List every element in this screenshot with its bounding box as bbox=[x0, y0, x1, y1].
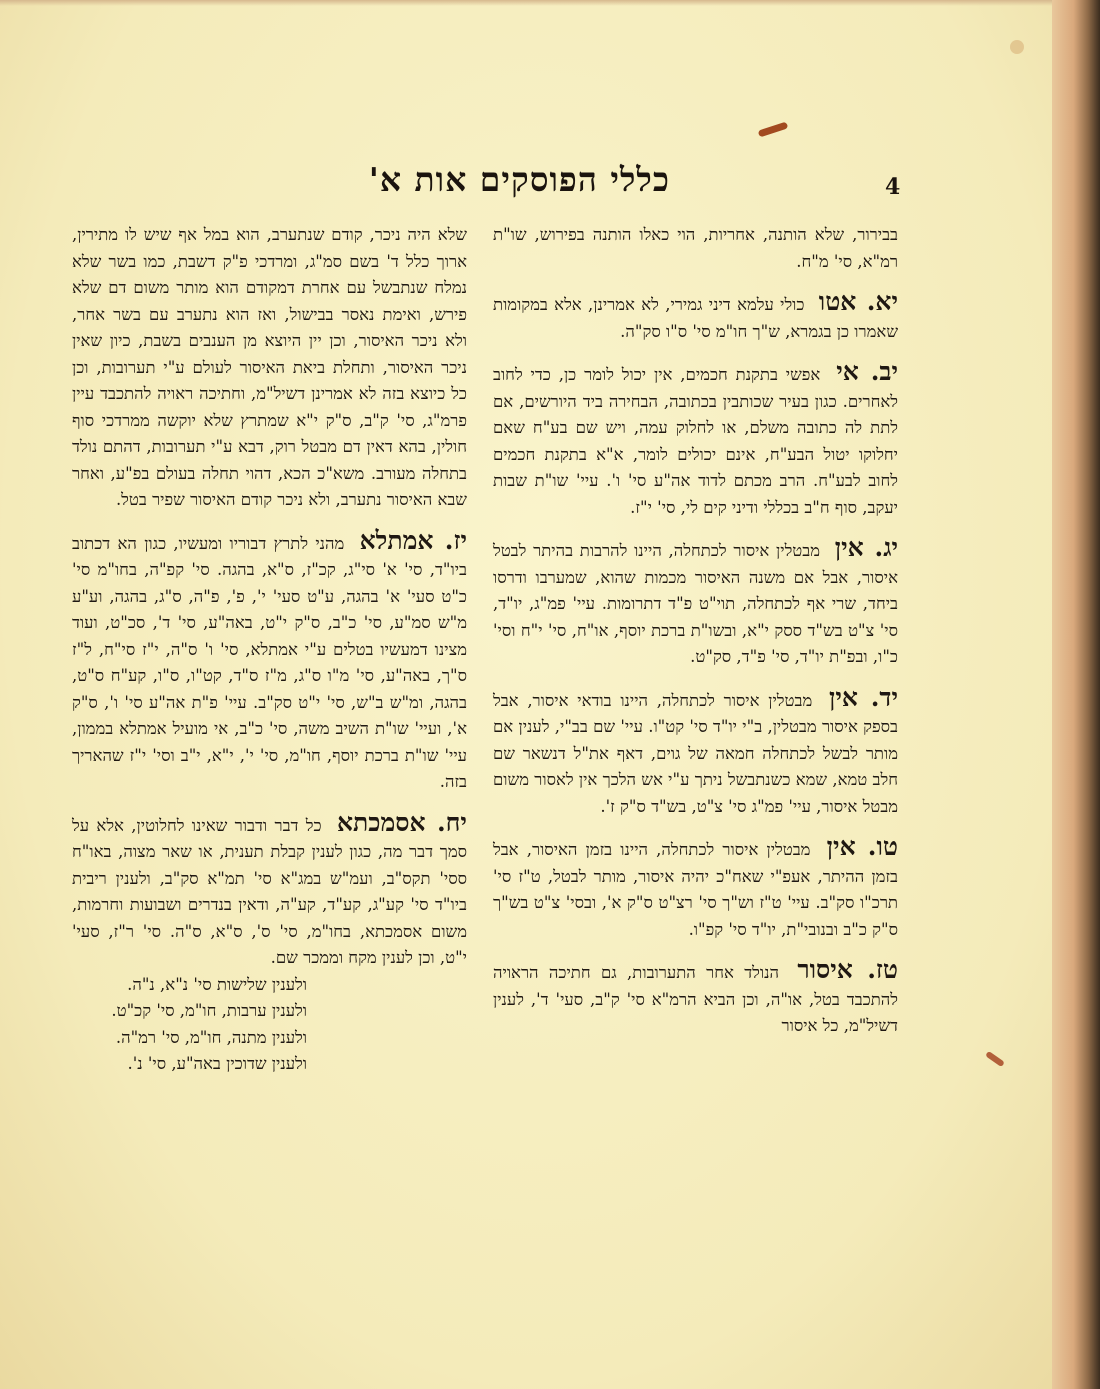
entry-number: יד. bbox=[870, 682, 899, 712]
cross-references bbox=[72, 972, 467, 1078]
entry-text: שלא היה ניכר, קודם שנתערב, הוא במל אף שיש לו מתירין, ארוך כלל ד' בשם סמ"ג, ומרדכי פ"ק דשבת, כמו בשר שלא נמלח שנתבשל עם אחרת דמקודם הוא מותר משום דם שלא פירש, ואימת נאסר בבישול, ואז הוא נתערב עם בשר אחר, ולא ניכר האיסור, וכן יין היוצא מן הענבים בשבת, כיון שאין ניכר האיסור, ותחלת ביאת האיסור לעולם ע"י תערובות, וכן כל כיוצא בזה לא אמרינן דשיל"מ, וחתיכה ראויה להתכבד עיין פרמ"ג, סי' ק"ב, ס"ק י"א שמתרץ שלא יוקשה ממרדכי סוף חולין, בהא דאין דם מבטל רוק, דבא ע"י תערובות, דהתם נולד בתחלה מעורב. משא"כ הכא, דהוי תחלה בעולם בפ"ע, ואחר שבא האיסור נתערב, ולא ניכר קודם האיסור שפיר בטל. bbox=[72, 225, 467, 509]
entry-headword: אסמכתא bbox=[336, 807, 426, 837]
entry-text: כל דבר ודבור שאינו לחלוטין, אלא על סמך דבר מה, כגון לענין קבלת תענית, או שאר מצוה, באו"ח ססי' תקס"ב, ועמ"ש במג"א סי' תמ"א סק"ב, ולענין ריבית ביו"ד סי' קע"ג, קע"ד, קע"ה, ודאין בנדרים ושבועות וחרמות, משום אסמכתא, בחו"מ, סי' ס', ס"א, ס"ה. סי' ר"ז, סעי' י"ט, וכן לענין מקח וממכר שם. bbox=[72, 815, 467, 967]
right-column bbox=[493, 222, 898, 1054]
entry-text: הנולד אחר התערובות, גם חתיכה הראויה להתכבד בטל, או"ה, וכן הביא הרמ"א סי' ק"ב, סעי' ד', לענין דשיל"מ, כל איסור bbox=[493, 963, 898, 1035]
entry-headword: אין bbox=[826, 832, 856, 861]
reference-line: ולענין מתנה, חו"מ, סי' רמ"ה. bbox=[115, 1027, 307, 1047]
left-column bbox=[72, 222, 467, 1092]
reference-line: ולענין שלישות סי' נ"א, נ"ה. bbox=[127, 974, 307, 994]
ink-mark bbox=[985, 1051, 1005, 1067]
entry-number: יג. bbox=[874, 533, 898, 562]
entry-18 bbox=[72, 807, 467, 1078]
entry-12 bbox=[493, 359, 898, 521]
entry-11 bbox=[493, 289, 898, 345]
entry-14 bbox=[493, 682, 899, 821]
ink-mark bbox=[758, 122, 789, 138]
continued-entry bbox=[493, 222, 898, 275]
entry-headword: אין bbox=[834, 533, 864, 562]
entry-headword: איסור bbox=[797, 955, 853, 984]
page-number: 4 bbox=[885, 174, 901, 200]
page-top-edge bbox=[0, 0, 1100, 6]
entry-headword: אי bbox=[836, 357, 859, 386]
book-binding-edge bbox=[1052, 0, 1100, 1389]
entry-number: טו. bbox=[867, 832, 898, 861]
reference-line: ולענין ערבות, חו"מ, סי' קכ"ט. bbox=[111, 1001, 307, 1020]
entry-number: יח. bbox=[436, 807, 467, 837]
entry-text: מבטלין איסור לכתחלה, היינו בודאי איסור, אבל בספק איסור מבטלין, ב"י יו"ד סי' קט"ו. עיי' שם בב"י, לענין אם מותר לבשל לכתחלה חמאה של גוים, דאף את"ל דנשאר שם חלב טמא, שמא כשנתבשל ניתך ע"י אש הלכך אין לאסור משום מבטל איסור, עיי' פמ"ג סי' צ"ט, בש"ד ס"ק ז'. bbox=[493, 690, 898, 816]
entry-headword: אין bbox=[828, 682, 858, 712]
entry-text: בבירור, שלא הותנה, אחריות, הוי כאלו הותנה בפירוש, שו"ת רמ"א, סי' מ"ח. bbox=[493, 225, 898, 271]
entry-text: אפשי בתקנת חכמים, אין יכול לומר כן, כדי לחוב לאחרים. כגון בעיר שכותבין בכתובה, הבחירה ביד היורשים, אם לתת לה כתובה משלם, או לחלוק עמה, ויש שם בע"ח שאם יחלוקו יטול הבע"ח, אינם יכולים לומר, א"א בתקנת חכמים לחוב לבע"ח. הרב מכתם לדוד אה"ע סי' ו'. עיי' שו"ת שבות יעקב, סוף ח"ב בכללי ודיני קים לי, סי' י"ז. bbox=[493, 365, 898, 517]
entry-13 bbox=[493, 535, 898, 671]
entry-text: מבטלין איסור לכתחלה, היינו להרבות בהיתר לבטל איסור, אבל אם משנה האיסור מכמות שהוא, שמערבו ודרסו ביחד, שרי אף לכתחלה, תוי"ט פ"ד דתרומות. עיי' פמ"ג, יו"ד, סי' צ"ט בש"ד ססק י"א, ובשו"ת ברכת יוסף, או"ח, סי' י"ח וסי' כ"ו, ובפ"ת יו"ד, סי' פ"ד, סק"ט. bbox=[493, 541, 898, 666]
entry-headword: אטו bbox=[818, 287, 857, 316]
entry-16 bbox=[493, 957, 898, 1040]
ink-mark bbox=[1010, 40, 1024, 54]
entry-17 bbox=[72, 525, 468, 796]
entry-text: כולי עלמא דיני גמירי, לא אמרינן, אלא במקומות שאמרו כן בגמרא, ש"ך חו"מ סי' ס"ו סק"ה. bbox=[493, 295, 898, 341]
entry-text: מבטלין איסור לכתחלה, היינו בזמן האיסור, אבל בזמן ההיתר, אעפ"י שאח"כ יהיה איסור, מותר לבטל, ט"ז סי' תרכ"ו סק"ב. עיי' ט"ז וש"ך סי' רצ"ט ס"ק א', ובסי' צ"ט בש"ך ס"ק כ"ב ובנובי"ת, יו"ד סי' קפ"ו. bbox=[493, 840, 898, 939]
reference-line: ולענין שדוכין באה"ע, סי' נ'. bbox=[127, 1054, 307, 1073]
entry-15 bbox=[493, 834, 898, 943]
entry-number: יז. bbox=[444, 525, 468, 555]
entry-text: מהני לתרץ דבוריו ומעשיו, כגון הא דכתוב ביו"ד, סי' א' סי"ג, קכ"ז, ס"א, בהגה. סי' קפ"ה, בחו"מ סי' כ"ט סעי' א' בהגה, ע"ט סעי' י', פ', פ"ה, ס"ג, בהגה, וע"ע מ"ש סמ"ע, סי' כ"ב, ס"ק י"ט, באה"ע, סי' ד', סכ"ט, ועוד מצינו דמעשיו בטלים ע"י אמתלא, סי' ו' ס"ה, י"ז סי"ח, ל"ז ס"ך, באה"ע, סי' מ"ו ס"ג, מ"ז ס"ד, קט"ו, ס"ו, קע"ח ס"ט, בהגה, ומ"ש ב"ש, סי' י"ט סק"ב. עיי' פ"ת אה"ע סי' ו', ס"ק א', ועיי' שו"ת השיב משה, סי' כ"ב, אי מועיל אמתלא בממון, עיי' שו"ת ברכת יוסף, חו"מ, סי' י', י"א, י"ב וסי' י"ז שהאריך בזה. bbox=[72, 533, 467, 791]
continued-entry bbox=[72, 222, 467, 514]
page-header bbox=[60, 160, 910, 210]
page-title: כללי הפוסקים אות א' bbox=[368, 160, 670, 199]
entry-headword: אמתלא bbox=[359, 525, 434, 555]
entry-number: טז. bbox=[867, 955, 898, 984]
entry-number: יב. bbox=[870, 357, 899, 386]
entry-number: יא. bbox=[866, 287, 898, 316]
